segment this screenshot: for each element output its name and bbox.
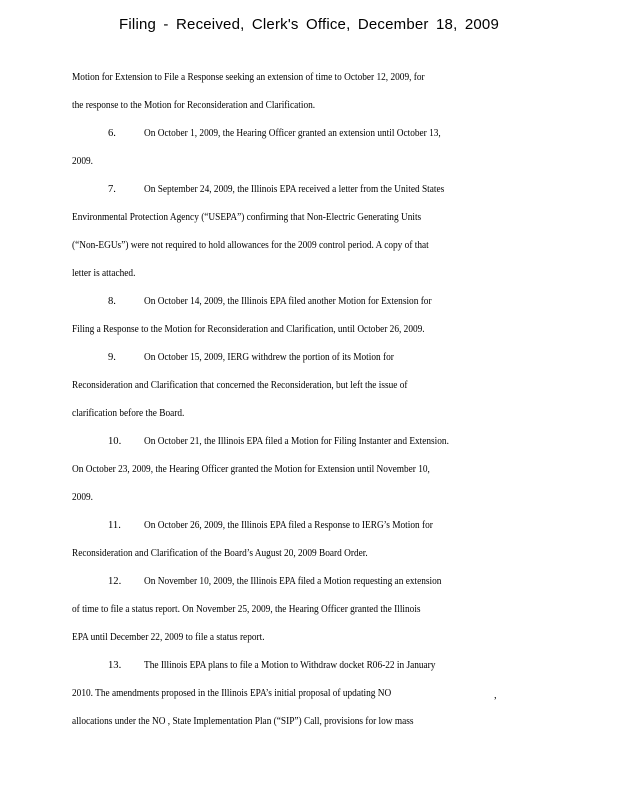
stray-comma: , xyxy=(494,690,497,701)
text-line: On October 23, 2009, the Hearing Officer granted the Motion for Extension until November 10, xyxy=(72,464,430,475)
filing-header: Filing - Received, Clerk's Office, December 18, 2009 xyxy=(119,16,499,33)
paragraph-number: 13. xyxy=(108,660,122,671)
text-line: allocations under the NO , State Implementation Plan (“SIP”) Call, provisions for low mass xyxy=(72,716,414,727)
paragraph-number: 8. xyxy=(108,296,116,307)
paragraph-number: 9. xyxy=(108,352,116,363)
text-line: Motion for Extension to File a Response seeking an extension of time to October 12, 2009, for xyxy=(72,72,425,83)
paragraph-number: 12. xyxy=(108,576,122,587)
text-line: The Illinois EPA plans to file a Motion to Withdraw docket R06-22 in January xyxy=(144,660,436,671)
text-line: Filing a Response to the Motion for Reconsideration and Clarification, until October 26, 2009. xyxy=(72,324,425,335)
text-line: On October 1, 2009, the Hearing Officer granted an extension until October 13, xyxy=(144,128,441,139)
paragraph-number: 7. xyxy=(108,184,116,195)
text-line: On October 14, 2009, the Illinois EPA filed another Motion for Extension for xyxy=(144,296,432,307)
text-line: 2010. The amendments proposed in the Illinois EPA’s initial proposal of updating NO xyxy=(72,688,392,699)
text-line: (“Non-EGUs”) were not required to hold allowances for the 2009 control period. A copy of that xyxy=(72,240,429,251)
text-line: On October 26, 2009, the Illinois EPA filed a Response to IERG’s Motion for xyxy=(144,520,433,531)
text-line: of time to file a status report. On November 25, 2009, the Hearing Officer granted the Illinois xyxy=(72,604,421,615)
text-line: EPA until December 22, 2009 to file a status report. xyxy=(72,632,265,643)
paragraph-number: 11. xyxy=(108,520,121,531)
paragraph-number: 6. xyxy=(108,128,116,139)
text-line: On September 24, 2009, the Illinois EPA received a letter from the United States xyxy=(144,184,445,195)
text-line: On October 15, 2009, IERG withdrew the portion of its Motion for xyxy=(144,352,394,363)
text-line: Environmental Protection Agency (“USEPA”) confirming that Non-Electric Generating Units xyxy=(72,212,422,223)
text-line: Reconsideration and Clarification that concerned the Reconsideration, but left the issue of xyxy=(72,380,408,391)
text-line: On November 10, 2009, the Illinois EPA filed a Motion requesting an extension xyxy=(144,576,442,587)
text-line: 2009. xyxy=(72,492,93,503)
text-line: Reconsideration and Clarification of the Board’s August 20, 2009 Board Order. xyxy=(72,548,368,559)
text-line: clarification before the Board. xyxy=(72,408,185,419)
text-line: 2009. xyxy=(72,156,93,167)
text-line: the response to the Motion for Reconsideration and Clarification. xyxy=(72,100,316,111)
paragraph-number: 10. xyxy=(108,436,122,447)
text-line: On October 21, the Illinois EPA filed a Motion for Filing Instanter and Extension. xyxy=(144,436,449,447)
text-line: letter is attached. xyxy=(72,268,136,279)
